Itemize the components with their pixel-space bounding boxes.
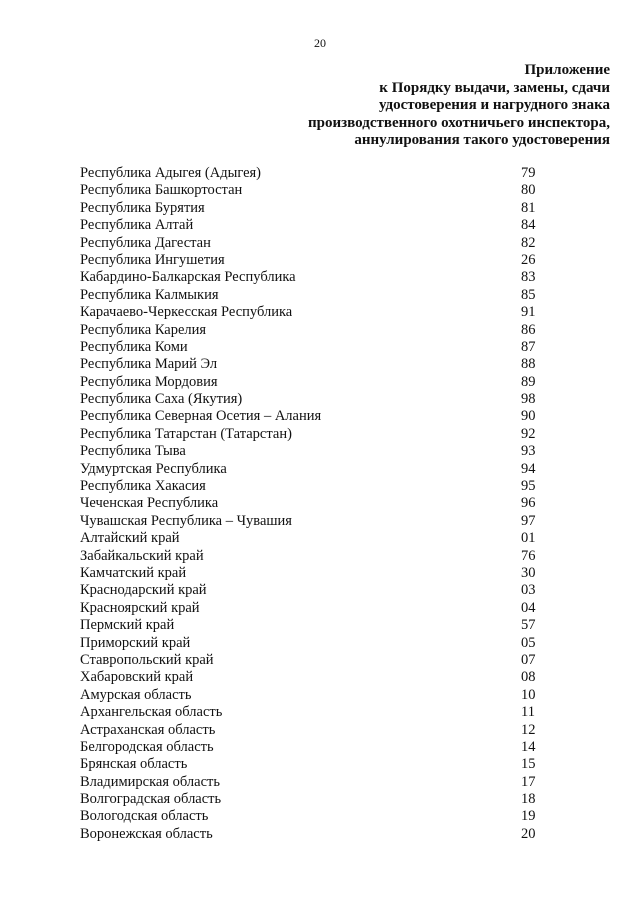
region-name: Волгоградская область (80, 791, 222, 808)
region-name: Республика Марий Эл (80, 356, 218, 373)
region-name: Кабардино-Балкарская Республика (80, 269, 296, 286)
region-name: Камчатский край (80, 564, 187, 581)
region-code: 96 (521, 495, 536, 512)
appendix-line: к Порядку выдачи, замены, сдачи (379, 79, 610, 96)
list-item (80, 774, 550, 791)
list-item (80, 808, 550, 825)
appendix-line: удостоверения и нагрудного знака (378, 97, 610, 113)
region-code: 10 (521, 686, 536, 703)
list-item (80, 687, 550, 704)
appendix-header (190, 62, 610, 150)
list-item (80, 165, 550, 182)
list-item (80, 269, 550, 286)
region-code: 98 (521, 391, 536, 408)
region-name: Республика Саха (Якутия) (80, 391, 243, 408)
list-item (80, 374, 550, 391)
region-code: 95 (521, 478, 536, 495)
list-item (80, 408, 550, 425)
region-code: 20 (521, 825, 536, 842)
list-item (80, 426, 550, 443)
page-number: 20 (314, 36, 326, 50)
region-code: 90 (521, 408, 536, 425)
list-item (80, 791, 550, 808)
region-name: Красноярский край (80, 599, 200, 616)
region-code: 97 (521, 512, 536, 529)
region-name: Республика Калмыкия (80, 286, 219, 303)
list-item (80, 582, 550, 599)
list-item (80, 669, 550, 686)
region-code: 94 (521, 460, 536, 477)
list-item (80, 565, 550, 582)
region-name: Республика Северная Осетия – Алания (80, 408, 322, 425)
region-code: 81 (521, 199, 536, 216)
region-name: Республика Ингушетия (80, 251, 225, 268)
list-item (80, 513, 550, 530)
list-item (80, 826, 550, 843)
region-code: 83 (521, 269, 536, 286)
list-item (80, 617, 550, 634)
list-item (80, 635, 550, 652)
list-item (80, 235, 550, 252)
region-code: 07 (521, 651, 536, 668)
region-name: Амурская область (80, 686, 192, 703)
region-code: 15 (521, 756, 536, 773)
appendix-line: аннулирования такого удостоверения (354, 132, 610, 148)
region-code: 17 (521, 773, 536, 790)
region-name: Ставропольский край (80, 651, 214, 668)
region-code: 87 (521, 338, 536, 355)
region-name: Воронежская область (80, 825, 213, 842)
list-item (80, 478, 550, 495)
region-code: 30 (521, 564, 536, 581)
list-item (80, 304, 550, 321)
region-name: Алтайский край (80, 530, 180, 547)
region-name: Республика Дагестан (80, 234, 211, 251)
region-code: 26 (521, 251, 536, 268)
list-item (80, 461, 550, 478)
region-name: Хабаровский край (80, 669, 194, 686)
list-item (80, 704, 550, 721)
list-item (80, 756, 550, 773)
region-name: Белгородская область (80, 738, 214, 755)
list-item (80, 252, 550, 269)
region-name: Республика Тыва (80, 443, 186, 460)
region-code: 12 (521, 721, 536, 738)
region-code: 57 (521, 617, 536, 634)
region-name: Республика Башкортостан (80, 182, 243, 199)
list-item (80, 322, 550, 339)
region-name: Республика Бурятия (80, 199, 205, 216)
region-code: 04 (521, 599, 536, 616)
region-name: Чувашская Республика – Чувашия (80, 512, 292, 529)
region-name: Пермский край (80, 617, 175, 634)
list-item (80, 182, 550, 199)
region-code: 14 (521, 738, 536, 755)
list-item (80, 739, 550, 756)
region-name: Республика Мордовия (80, 373, 218, 390)
list-item (80, 391, 550, 408)
region-name: Республика Хакасия (80, 478, 206, 495)
region-code: 86 (521, 321, 536, 338)
list-item (80, 530, 550, 547)
region-code: 05 (521, 634, 536, 651)
region-name: Республика Коми (80, 338, 188, 355)
list-item (80, 548, 550, 565)
region-code: 89 (521, 373, 536, 390)
region-code: 80 (521, 182, 536, 199)
region-name: Брянская область (80, 756, 188, 773)
list-item (80, 356, 550, 373)
region-name: Вологодская область (80, 808, 209, 825)
region-code: 92 (521, 425, 536, 442)
region-name: Астраханская область (80, 721, 216, 738)
list-item (80, 495, 550, 512)
region-code: 11 (521, 704, 535, 721)
list-item (80, 200, 550, 217)
region-name: Архангельская область (80, 704, 223, 721)
region-name: Забайкальский край (80, 547, 204, 564)
region-code: 76 (521, 547, 536, 564)
region-code: 01 (521, 530, 536, 547)
list-item (80, 652, 550, 669)
list-item (80, 287, 550, 304)
region-code: 03 (521, 582, 536, 599)
region-code: 79 (521, 165, 536, 181)
region-name: Республика Татарстан (Татарстан) (80, 425, 292, 442)
region-name: Республика Адыгея (Адыгея) (80, 165, 262, 181)
list-item (80, 722, 550, 739)
region-name: Приморский край (80, 634, 191, 651)
region-code: 18 (521, 791, 536, 808)
region-name: Чеченская Республика (80, 495, 219, 512)
list-item (80, 339, 550, 356)
appendix-line: производственного охотничьего инспектора, (308, 114, 610, 131)
region-code: 19 (521, 808, 536, 825)
region-name: Республика Карелия (80, 321, 207, 338)
list-item (80, 217, 550, 234)
region-name: Удмуртская Республика (80, 460, 227, 477)
region-name: Республика Алтай (80, 217, 194, 234)
list-item (80, 443, 550, 460)
region-code-list (80, 165, 550, 843)
appendix-title: Приложение (524, 62, 610, 78)
region-code: 85 (521, 286, 536, 303)
region-name: Владимирская область (80, 773, 220, 790)
region-code: 91 (521, 304, 536, 321)
region-name: Краснодарский край (80, 582, 207, 599)
region-code: 93 (521, 443, 536, 460)
region-code: 84 (521, 217, 536, 234)
region-code: 88 (521, 356, 536, 373)
region-code: 82 (521, 234, 536, 251)
region-name: Карачаево-Черкесская Республика (80, 304, 293, 321)
list-item (80, 600, 550, 617)
region-code: 08 (521, 669, 536, 686)
